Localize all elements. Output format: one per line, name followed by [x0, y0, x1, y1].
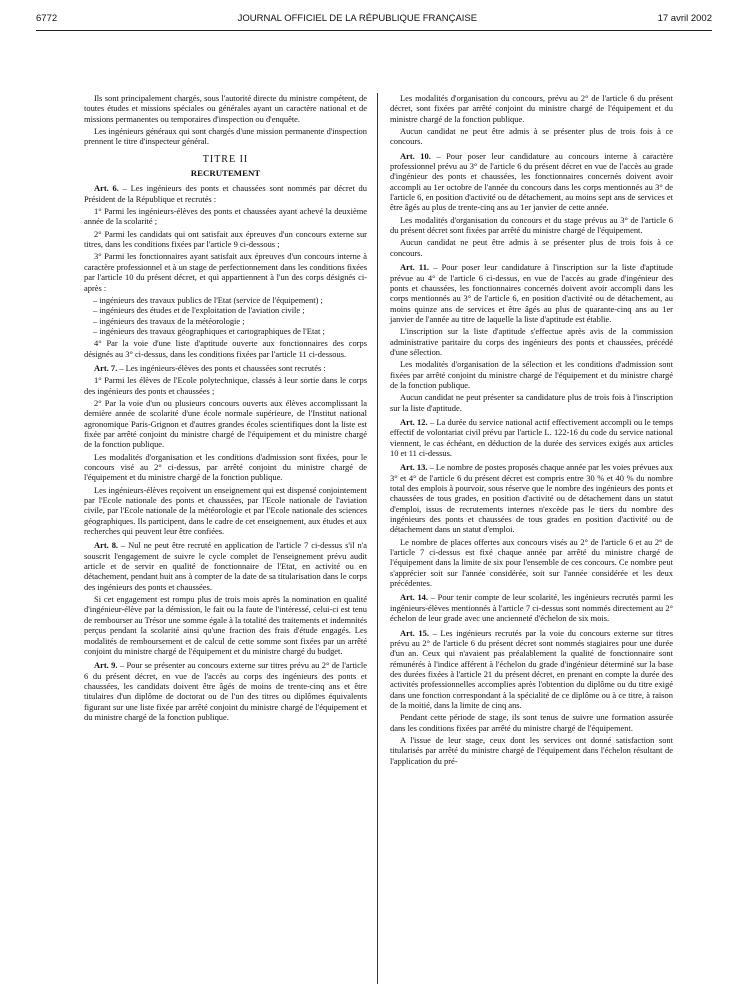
- paragraph: 1° Parmi les élèves de l'Ecole polytechnique, classés à leur sortie dans le corps des ingénieurs des ponts et chaussées ;: [84, 375, 367, 396]
- list-item: – ingénieurs des travaux de la météorologie ;: [84, 316, 367, 326]
- paragraph: Aucun candidat ne peut présenter sa candidature plus de trois fois à l'inscription sur la liste d'aptitude.: [390, 392, 673, 413]
- article-label: Art. 7.: [94, 362, 118, 373]
- article-label: Art. 11.: [400, 262, 430, 273]
- paragraph: 1° Parmi les ingénieurs-élèves des ponts et chaussées ayant achevé la deuxième année de la scolarité ;: [84, 206, 367, 227]
- paragraph: Aucun candidat ne peut être admis à se présenter plus de trois fois à ce concours.: [390, 126, 673, 147]
- journal-title: JOURNAL OFFICIEL DE LA RÉPUBLIQUE FRANÇAISE: [237, 13, 478, 24]
- paragraph: Si cet engagement est rompu plus de trois mois après la nomination en qualité d'ingénieur-élève par la démission, le fait ou la faute de l'intéressé, celui-ci est tenu de rembourser au Trésor une somme égale à la totalité des traitements et indemnités perçus pendant la scolarité ainsi qu'une fraction des frais d'étude engagés. Les modalités de remboursement et de calcul de cette somme sont fixées par un arrêté conjoint du ministre chargé de l'équipement et du ministre chargé du budget.: [84, 594, 367, 656]
- article-label: Art. 10.: [400, 150, 431, 161]
- article-13: [390, 462, 673, 534]
- paragraph: Le nombre de places offertes aux concours visés au 2° de l'article 6 et au 2° de l'article 7 ci-dessus est fixé chaque année par arrêté du ministre chargé de l'équipement dans la limite de six pour l'ensemble de ces concours. Ce nombre peut s'apprécier soit sur l'année considérée, soit sur l'année considérée et les deux précédentes.: [390, 536, 673, 589]
- paragraph: Les modalités d'organisation et les conditions d'admission sont fixées, pour le concours visé au 2° ci-dessus, par arrêté conjoint du ministre chargé de l'équipement et du ministre chargé de la fonction publique.: [84, 451, 367, 483]
- article-text: – Pour tenir compte de leur scolarité, les ingénieurs recrutés parmi les ingénieurs-élèves mentionnés à l'article 7 ci-dessus sont nommés directement au 2° échelon de leur grade avec une ancienneté d'échelon de six mois.: [390, 592, 673, 624]
- article-text: – Nul ne peut être recruté en application de l'article 7 ci-dessus s'il n'a souscrit l'engagement de suivre le cycle complet de l'enseignement prévu audit article et de servir en qualité de fonctionnaire de l'Etat, en activité ou en détachement, pendant huit ans à compter de la date de sa titularisation dans le corps des ingénieurs des ponts et chaussées.: [84, 540, 367, 592]
- section-subtitle: RECRUTEMENT: [190, 168, 261, 179]
- article-label: Art. 8.: [94, 540, 119, 551]
- paragraph: 2° Parmi les candidats qui ont satisfait aux épreuves d'un concours externe sur titres, dans les conditions fixées par l'article 9 ci-dessous ;: [84, 228, 367, 250]
- article-text: – Pour se présenter au concours externe sur titres prévu au 2° de l'article 6 du présent décret, en vue de l'accès au corps des ingénieurs des ponts et chaussées, les candidats doivent être âgés de moins de trente-cinq ans et être titulaires d'un diplôme de doctorat ou de l'un des titres ou diplômes équivalents figurant sur une liste fixée par arrêté conjoint du ministre chargé de l'équipement et du ministre chargé de la fonction publique.: [84, 660, 367, 722]
- article-14: [390, 592, 673, 623]
- article-label: Art. 13.: [400, 462, 428, 473]
- publication-date: 17 avril 2002: [657, 13, 712, 24]
- article-12: [390, 417, 673, 458]
- article-10: [390, 151, 673, 213]
- paragraph: Ils sont principalement chargés, sous l'autorité directe du ministre compétent, de toutes études et missions spéciales ou générales ayant un caractère national et de missions permanentes ou temporaires d'inspection ou d'enquête.: [84, 93, 367, 124]
- article-6: [84, 183, 367, 204]
- page-number: 6772: [36, 13, 58, 24]
- article-label: Art. 15.: [400, 627, 429, 638]
- article-label: Art. 12.: [400, 416, 428, 427]
- list-item: – ingénieurs des travaux publics de l'Etat (service de l'équipement) ;: [84, 295, 367, 305]
- article-7: [84, 363, 367, 373]
- column-divider: [377, 93, 378, 984]
- section-title: TITRE II: [202, 153, 249, 165]
- article-15: [390, 628, 673, 711]
- paragraph: Les modalités d'organisation de la sélection et les conditions d'admission sont fixées par arrêté conjoint du ministre chargé de l'équipement et du ministre chargé de la fonction publique.: [390, 359, 673, 390]
- article-text: – Pour poser leur candidature à l'inscription sur la liste d'aptitude prévue au 4° de l'article 6 ci-dessus, en vue de l'accès au grade d'ingénieur des ponts et chaussées, les fonctionnaires concernés doivent avoir accompli dans les corps mentionnés au 3° de l'article 6, en position d'activité ou de détachement, au moins quinze ans de services et être âgés au plus de quarante-cinq ans au 1er janvier de l'année au titre de laquelle la liste d'aptitude est établie.: [390, 262, 673, 324]
- paragraph: 4° Par la voie d'une liste d'aptitude ouverte aux fonctionnaires des corps désignés au 3° ci-dessus, dans les conditions fixées par l'article 11 ci-dessous.: [84, 338, 367, 359]
- article-text: – Pour poser leur candidature au concours interne à caractère professionnel prévu au 3° de l'article 6 du présent décret en vue de l'accès au grade d'ingénieur des ponts et chaussées, les fonctionnaires concernés doivent avoir accompli au 1er octobre de l'année du concours dans les corps mentionnés au 3° de l'article 6, en position d'activité ou de détachement, au moins sept ans de services et être âgés au plus de trente-cinq ans au 1er janvier de cette année.: [390, 150, 673, 213]
- left-column: [84, 93, 367, 724]
- paragraph: 2° Par la voie d'un ou plusieurs concours ouverts aux élèves accomplissant la dernière année de scolarité d'une école normale supérieure, de l'Institut national agronomique Paris-Grignon et d'autres grandes écoles scientifiques dont la liste est fixée par arrêté conjoint du ministre chargé de l'équipement et du ministre chargé de la fonction publique.: [84, 397, 367, 450]
- article-text: – La durée du service national actif effectivement accompli ou le temps effectif de volontariat civil prévu par l'article L. 122-16 du code du service national viennent, le cas échéant, en déduction de la durée des services exigés aux articles 10 et 11 ci-dessus.: [390, 416, 673, 458]
- article-text: – Les ingénieurs des ponts et chaussées sont nommés par décret du Président de la République et recrutés :: [84, 183, 367, 204]
- list-item: – ingénieurs des études et de l'exploitation de l'aviation civile ;: [84, 305, 367, 315]
- article-9: [84, 660, 367, 722]
- paragraph: Pendant cette période de stage, ils sont tenus de suivre une formation assurée dans les conditions fixées par arrêté du ministre chargé de l'équipement.: [390, 712, 673, 733]
- header-rule: [36, 30, 712, 31]
- paragraph: Les ingénieurs-élèves reçoivent un enseignement qui est dispensé conjointement par l'Ecole nationale des ponts et chaussées, par l'Ecole nationale de l'aviation civile, par l'Ecole nationale de la météorologie et par l'Ecole nationale des sciences géographiques. Ils participent, dans le cadre de cet enseignement, aux études et aux recherches qui peuvent leur être confiées.: [84, 484, 367, 537]
- article-label: Art. 6.: [94, 183, 119, 194]
- paragraph: A l'issue de leur stage, ceux dont les services ont donné satisfaction sont titularisés par arrêté du ministre chargé de l'équipement dans l'échelon résultant de l'application du pré-: [390, 734, 673, 766]
- article-text: – Les ingénieurs-élèves des ponts et chaussées sont recrutés :: [117, 362, 326, 373]
- page-header: [36, 13, 712, 29]
- article-label: Art. 14.: [400, 592, 429, 603]
- right-column: [390, 93, 673, 768]
- article-11: [390, 262, 673, 324]
- article-text: – Les ingénieurs recrutés par la voie du concours externe sur titres prévu au 2° de l'article 6 du présent décret sont nommés stagiaires pour une durée d'un an. Ceux qui n'avaient pas préalablement la qualité de fonctionnaire sont rémunérés à l'indice afférent à l'échelon du grade d'ingénieur déterminé sur la base des durées fixées à l'article 21 du présent décret, en prenant en compte la durée des activités professionnelles accomplies après l'obtention du diplôme ou du titre exigé dans une fonction correspondant à la spécialité de ce diplôme ou à ce titre, à raison de la moitié, dans la limite de cinq ans.: [390, 627, 673, 710]
- paragraph: Les modalités d'organisation du concours et du stage prévus au 3° de l'article 6 du présent décret sont fixées par arrêté du ministre chargé de l'équipement.: [390, 214, 673, 236]
- paragraph: L'inscription sur la liste d'aptitude s'effectue après avis de la commission administrative paritaire du corps des ingénieurs des ponts et chaussées, précédé d'une sélection.: [390, 326, 673, 357]
- article-text: – Le nombre de postes proposés chaque année par les voies prévues aux 3° et 4° de l'article 6 du présent décret est compris entre 30 % et 40 % du nombre total des emplois à pourvoir, sous réserve que le nombre des ingénieurs des ponts et chaussées de tous grades, en position d'activité ou de détachement dans un statut d'emploi, issus de recrutements internes n'excède pas le tiers du nombre des ingénieurs des ponts et chaussées de tous grades en position d'activité ou de détachement dans un statut d'emploi.: [390, 462, 673, 535]
- list-item: – ingénieurs des travaux géographiques et cartographiques de l'Etat ;: [84, 326, 367, 336]
- article-8: [84, 540, 367, 592]
- paragraph: Aucun candidat ne peut être admis à se présenter plus de trois fois à ce concours.: [390, 237, 673, 258]
- corps-list: [84, 295, 367, 336]
- paragraph: Les modalités d'organisation du concours, prévu au 2° de l'article 6 du présent décret, sont fixées par arrêté conjoint du ministre chargé de l'équipement et du ministre chargé de la fonction publique.: [390, 93, 673, 124]
- paragraph: Les ingénieurs généraux qui sont chargés d'une mission permanente d'inspection prennent le titre d'inspecteur général.: [84, 126, 367, 147]
- article-label: Art. 9.: [94, 660, 118, 671]
- paragraph: 3° Parmi les fonctionnaires ayant satisfait aux épreuves d'un concours interne à caractère professionnel et à un stage de perfectionnement dans les conditions fixées par l'article 10 du présent décret, et qui appartiennent à l'un des corps désignés ci-après :: [84, 251, 367, 293]
